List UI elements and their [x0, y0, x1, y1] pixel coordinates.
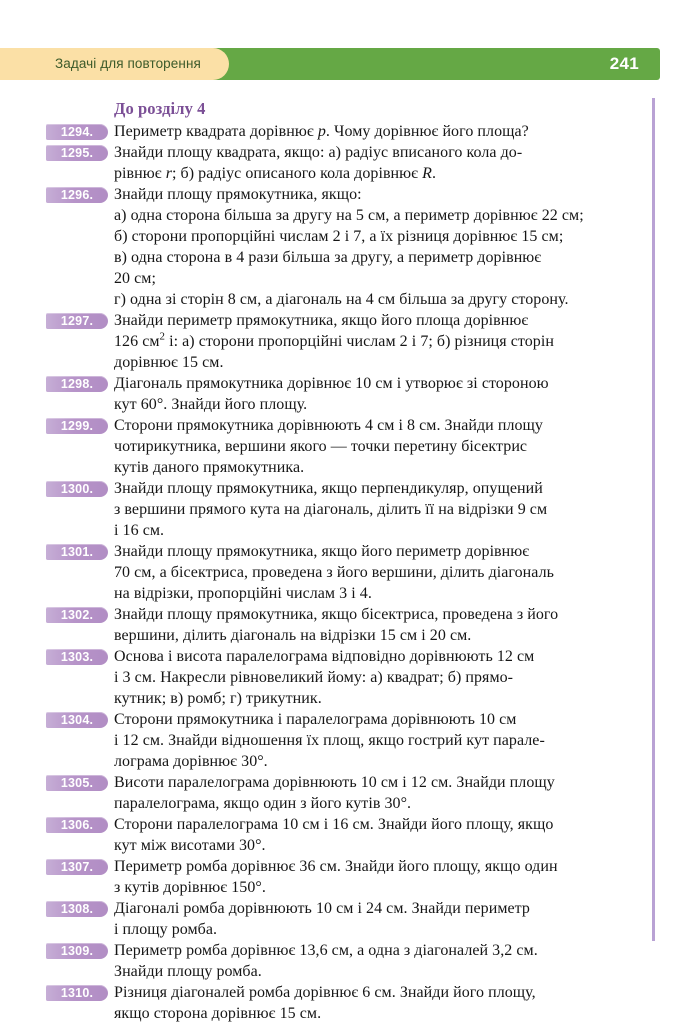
exercise-text-line: Знайди площу прямокутника, якщо:	[114, 186, 362, 203]
exercise-item	[0, 373, 660, 415]
exercise-text-line: в) одна сторона в 4 рази більша за другу, а периметр дорівнює	[114, 249, 542, 266]
exercise-text-line: а) одна сторона більша за другу на 5 см, а периметр дорівнює 22 см;	[114, 207, 584, 224]
exercise-text-line: кут між висотами 30°.	[114, 837, 266, 854]
exercise-text	[114, 541, 660, 604]
exercise-text	[114, 772, 660, 814]
exercise-number-badge: 1309.	[46, 943, 108, 959]
exercise-text-line: Знайди площу прямокутника, якщо його периметр дорівнює	[114, 543, 530, 560]
exercise-text-line: 126 $см^2$ і: а) сторони пропорційні числам 2 і 7; б) різниця сторін	[114, 330, 554, 350]
exercise-item	[0, 814, 660, 856]
exercise-item	[0, 709, 660, 772]
exercise-text-line: з вершини прямого кута на діагональ, ділить її на відрізки 9 см	[114, 501, 548, 518]
exercise-text	[114, 856, 660, 898]
exercise-text-line: вершини, ділить діагональ на відрізки 15 см і 20 см.	[114, 627, 472, 644]
exercise-item	[0, 856, 660, 898]
exercise-text	[114, 646, 660, 709]
exercise-text	[114, 982, 660, 1024]
exercise-text-line: Периметр квадрата дорівнює p. Чому дорівнює його площа?	[114, 123, 529, 140]
exercise-text-line: і 3 см. Накресли рівновеликий йому: а) квадрат; б) прямо-	[114, 669, 514, 686]
exercise-number-badge: 1302.	[46, 607, 108, 623]
exercise-text	[114, 310, 660, 373]
exercise-text-line: кут 60°. Знайди його площу.	[114, 396, 308, 413]
exercise-item	[0, 646, 660, 709]
exercise-list	[0, 121, 660, 1024]
exercise-text-line: і 16 см.	[114, 522, 165, 539]
exercise-item	[0, 142, 660, 184]
exercise-text-line: чотирикутника, вершини якого — точки перетину бісектрис	[114, 438, 528, 455]
exercise-text-line: Знайди площу прямокутника, якщо бісектриса, проведена з його	[114, 606, 559, 623]
exercise-item	[0, 121, 660, 142]
section-heading: До розділу 4	[114, 99, 206, 118]
exercise-item	[0, 184, 660, 310]
exercise-text-line: Діагональ прямокутника дорівнює 10 см і утворює зі стороною	[114, 375, 549, 392]
exercise-text	[114, 709, 660, 772]
exercise-text-line: кутник; в) ромб; г) трикутник.	[114, 690, 322, 707]
exercise-text-line: Знайди площу прямокутника, якщо перпендикуляр, опущений	[114, 480, 543, 497]
exercise-number-badge: 1299.	[46, 418, 108, 434]
exercise-text-line: Сторони прямокутника дорівнюють 4 см і 8 см. Знайди площу	[114, 417, 543, 434]
exercise-text-line: Різниця діагоналей ромба дорівнює 6 см. Знайди його площу,	[114, 984, 536, 1001]
exercise-item	[0, 982, 660, 1024]
exercise-text	[114, 142, 660, 184]
exercise-text-line: б) сторони пропорційні числам 2 і 7, а їх різниця дорівнює 15 см;	[114, 228, 564, 245]
exercise-text-line: рівнює r; б) радіус описаного кола дорівнює R.	[114, 165, 437, 182]
exercise-number-badge: 1307.	[46, 859, 108, 875]
exercise-text	[114, 940, 660, 982]
exercise-item	[0, 478, 660, 541]
exercise-number-badge: 1304.	[46, 712, 108, 728]
exercise-text-line: з кутів дорівнює 150°.	[114, 879, 266, 896]
exercise-text-line: і 12 см. Знайди відношення їх площ, якщо гострий кут парале-	[114, 732, 545, 749]
exercise-text-line: і площу ромба.	[114, 921, 218, 938]
content-column	[0, 98, 660, 1024]
exercise-number-badge: 1300.	[46, 481, 108, 497]
exercise-text	[114, 373, 660, 415]
exercise-text	[114, 415, 660, 478]
exercise-text	[114, 121, 660, 142]
exercise-text	[114, 814, 660, 856]
exercise-number-badge: 1297.	[46, 313, 108, 329]
exercise-number-badge: 1308.	[46, 901, 108, 917]
exercise-number-badge: 1305.	[46, 775, 108, 791]
exercise-text-line: дорівнює 15 см.	[114, 354, 224, 371]
exercise-text-line: лограма дорівнює 30°.	[114, 753, 268, 770]
exercise-text-line: Висоти паралелограма дорівнюють 10 см і 12 см. Знайди площу	[114, 774, 555, 791]
exercise-item	[0, 415, 660, 478]
exercise-item	[0, 541, 660, 604]
exercise-number-badge: 1295.	[46, 145, 108, 161]
exercise-text-line: Знайди площу квадрата, якщо: а) радіус вписаного кола до-	[114, 144, 523, 161]
exercise-text-line: Знайди площу ромба.	[114, 963, 262, 980]
exercise-text-line: Сторони паралелограма 10 см і 16 см. Знайди його площу, якщо	[114, 816, 554, 833]
exercise-text	[114, 184, 660, 310]
exercise-text-line: г) одна зі сторін 8 см, а діагональ на 4 см більша за другу сторону.	[114, 291, 569, 308]
exercise-number-badge: 1306.	[46, 817, 108, 833]
exercise-number-badge: 1303.	[46, 649, 108, 665]
exercise-text-line: Периметр ромба дорівнює 13,6 см, а одна з діагоналей 3,2 см.	[114, 942, 538, 959]
exercise-text-line: на відрізки, пропорційні числам 3 і 4.	[114, 585, 372, 602]
exercise-text-line: 20 см;	[114, 270, 156, 287]
exercise-text-line: кутів даного прямокутника.	[114, 459, 305, 476]
exercise-text	[114, 478, 660, 541]
exercise-text-line: Сторони прямокутника і паралелограма дорівнюють 10 см	[114, 711, 517, 728]
running-head-banner	[0, 48, 660, 80]
exercise-item	[0, 772, 660, 814]
exercise-number-badge: 1298.	[46, 376, 108, 392]
exercise-text-line: паралелограма, якщо один з його кутів 30°.	[114, 795, 412, 812]
exercise-number-badge: 1296.	[46, 187, 108, 203]
exercise-item	[0, 604, 660, 646]
exercise-text-line: якщо сторона дорівнює 15 см.	[114, 1005, 322, 1022]
exercise-text	[114, 604, 660, 646]
page-number: 241	[609, 54, 639, 73]
exercise-item	[0, 310, 660, 373]
exercise-number-badge: 1310.	[46, 985, 108, 1001]
exercise-item	[0, 898, 660, 940]
exercise-text-line: 70 см, а бісектриса, проведена з його вершини, ділить діагональ	[114, 564, 554, 581]
exercise-text-line: Знайди периметр прямокутника, якщо його площа дорівнює	[114, 312, 529, 329]
exercise-text-line: Основа і висота паралелограма відповідно дорівнюють 12 см	[114, 648, 535, 665]
running-head-title: Задачі для повторення	[55, 56, 201, 71]
exercise-text	[114, 898, 660, 940]
exercise-item	[0, 940, 660, 982]
exercise-text-line: Діагоналі ромба дорівнюють 10 см і 24 см. Знайди периметр	[114, 900, 530, 917]
exercise-text-line: Периметр ромба дорівнює 36 см. Знайди його площу, якщо один	[114, 858, 558, 875]
exercise-number-badge: 1301.	[46, 544, 108, 560]
exercise-number-badge: 1294.	[46, 124, 108, 140]
